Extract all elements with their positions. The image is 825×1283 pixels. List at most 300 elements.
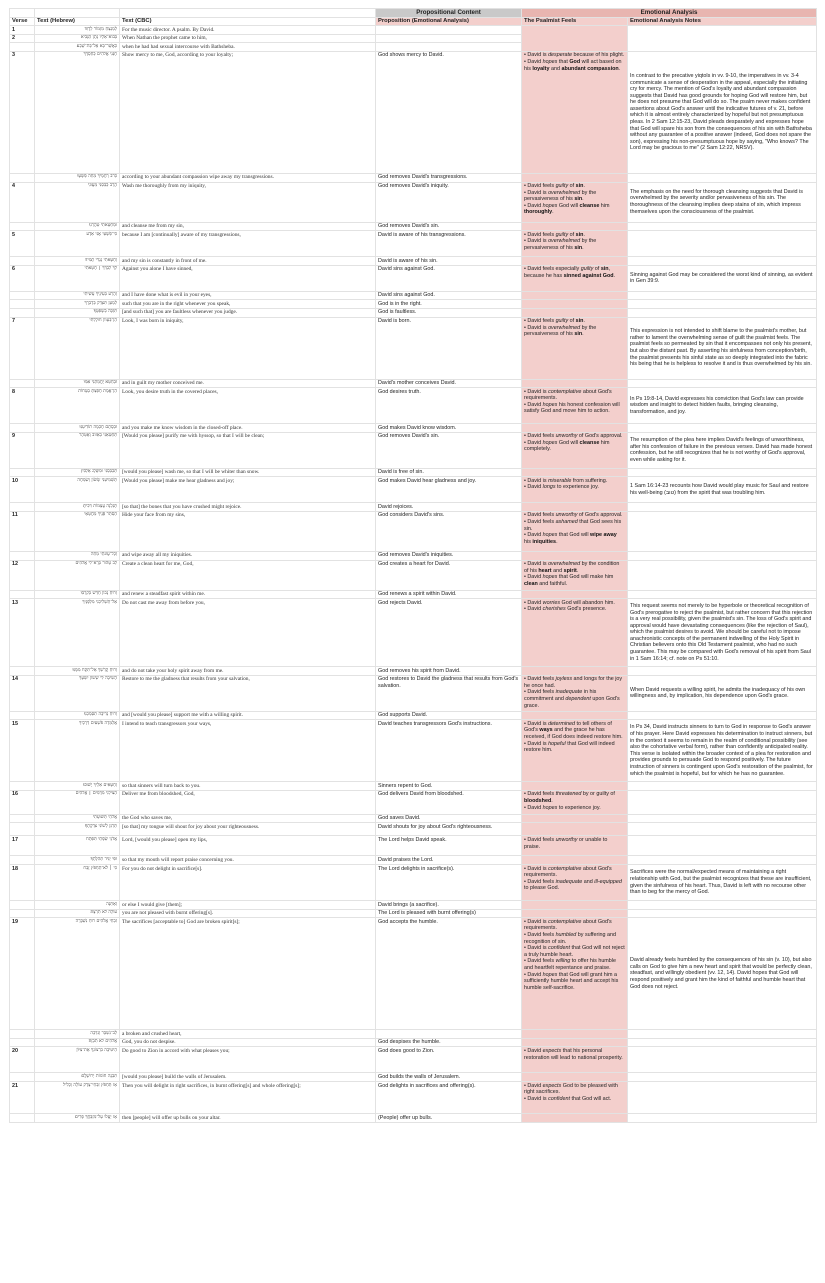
cbc-text: so that sinners will turn back to you.: [120, 782, 376, 791]
hebrew-text: חָנֵּנִי אֱלֹהִים כְּחַסְדֶּךָ: [35, 51, 120, 173]
proposition-text: David rejoices.: [376, 503, 522, 512]
cbc-text: [would you please] wash me, so that I will be whiter than snow.: [120, 468, 376, 477]
table-row: [10, 1073, 817, 1082]
psalmist-feels-cell: [522, 1114, 628, 1123]
emotional-analysis-note: [628, 551, 817, 560]
table-row: [10, 257, 817, 266]
verse-number: [10, 257, 35, 266]
table-row: [10, 388, 817, 424]
psalmist-feels-cell: • David feels especially guilty of sin, because he has sinned against God.: [522, 265, 628, 291]
emotional-analysis-note: [628, 26, 817, 52]
table-row: [10, 26, 817, 35]
table-row: [10, 173, 817, 182]
psalmist-feels-cell: [522, 173, 628, 182]
verse-number: 6: [10, 265, 35, 291]
psalmist-feels-cell: [522, 590, 628, 599]
hebrew-text: כִּי־פְשָׁעַי אֲנִי אֵדָע: [35, 231, 120, 257]
proposition-text: David is free of sin.: [376, 468, 522, 477]
verse-number: [10, 711, 35, 720]
hebrew-text: לְךָ לְבַדְּךָ ׀ חָטָאתִי: [35, 265, 120, 291]
proposition-text: [376, 43, 522, 52]
emotional-analysis-note: [628, 1038, 817, 1047]
emotional-analysis-note: [628, 1073, 817, 1082]
cbc-text: [Would you please] make me hear gladness and joy;: [120, 477, 376, 503]
verse-column-header: Verse: [10, 17, 35, 26]
psalmist-feels-cell: [522, 901, 628, 910]
hebrew-text: וּבְחֵטְא יֶחֱמַתְנִי אִמִּי׃: [35, 379, 120, 388]
emotional-analysis-note: When David requests a willing spirit, he admits the inadequacy of his own willingness and, by implication, his dependence upon God's grace.: [628, 675, 817, 711]
table-row: [10, 814, 817, 823]
proposition-text: God makes David hear gladness and joy.: [376, 477, 522, 503]
hebrew-text: וְאֶתֵּנָה: [35, 901, 120, 910]
proposition-text: [376, 1030, 522, 1039]
table-row: [10, 231, 817, 257]
proposition-text: Sinners repent to God.: [376, 782, 522, 791]
hebrew-text: תִּזְכֶּה בְשָׁפְטֶךָ׃: [35, 308, 120, 317]
hebrew-text: תַּשְׁמִיעֵנִי שָׂשׂוֹן וְשִׂמְחָה: [35, 477, 120, 503]
verse-number: [10, 823, 35, 836]
emotional-analysis-note: [628, 424, 817, 433]
table-row: [10, 432, 817, 468]
cbc-text: and wipe away all my iniquities.: [120, 551, 376, 560]
hebrew-text: וְרוּחַ קָדְשְׁךָ אַל־תִּקַּח מִמֶּנִּי׃: [35, 667, 120, 676]
proposition-text: David's mother conceives David.: [376, 379, 522, 388]
psalmist-feels-cell: • David feels joyless and longs for the joy he once had. • David feels inadequate in his commitment and dependent upon God's grace.: [522, 675, 628, 711]
emotional-analysis-note: This expression is not intended to shift blame to the psalmist's mother, but rather to lament the overwhelming sense of guilt the psalmist feels. The psalmist feels so permeated by sin that it encompasses not only his present, but also the distant past. By asserting his sinfulness from conception/birth, the psalmist presents his sinful state as so deeply integrated into the fabric his being that he is helpless to resolve it and is thus overwhelmed by his sin.: [628, 317, 817, 379]
verse-number: [10, 901, 35, 910]
psalmist-feels-cell: • David feels unworthy of God's approval. • David feels ashamed that God sees his sin. • David hopes that God will wipe away his iniquities.: [522, 511, 628, 551]
proposition-text: The Lord is pleased with burnt offering(s): [376, 909, 522, 918]
hebrew-text: תְּרַנֵּן לְשׁוֹנִי צִדְקָתֶךָ׃: [35, 823, 120, 836]
cbc-text: according to your abundant compassion wipe away my transgressions.: [120, 173, 376, 182]
proposition-text: God builds the walls of Jerusalem.: [376, 1073, 522, 1082]
table-row: [10, 291, 817, 300]
cbc-text: because I am [continually] aware of my transgressions,: [120, 231, 376, 257]
cbc-text: Do good to Zion in accord with what pleases you;: [120, 1047, 376, 1073]
psalmist-feels-cell: • David feels guilty of sin. • David is overwhelmed by the pervasiveness of his sin.: [522, 317, 628, 379]
table-row: [10, 599, 817, 667]
hebrew-text: אָז תַּחְפֹּץ זִבְחֵי־צֶדֶק עוֹלָה וְכָלִיל: [35, 1082, 120, 1114]
cbc-text: Wash me thoroughly from my iniquity,: [120, 182, 376, 222]
proposition-text: David sins against God.: [376, 291, 522, 300]
table-row: [10, 265, 817, 291]
proposition-text: God shows mercy to David.: [376, 51, 522, 173]
cbc-text: Lord, [would you please] open my lips,: [120, 836, 376, 856]
proposition-text: David sins against God.: [376, 265, 522, 291]
table-row: [10, 1082, 817, 1114]
psalmist-feels-cell: [522, 257, 628, 266]
emotional-analysis-note: [628, 291, 817, 300]
verse-number: [10, 590, 35, 599]
hebrew-text: תִּבְנֶה חוֹמוֹת יְרוּשָׁלָ͏ִם׃: [35, 1073, 120, 1082]
table-row: [10, 51, 817, 173]
emotional-analysis-note: [628, 836, 817, 856]
proposition-text: God renews a spirit within David.: [376, 590, 522, 599]
cbc-text: and cleanse me from my sin,: [120, 222, 376, 231]
emotional-analysis-note: [628, 711, 817, 720]
hebrew-text: אָז יַעֲלוּ עַל־מִזְבַּחֲךָ פָרִים׃: [35, 1114, 120, 1123]
psalmist-feels-cell: • David is contemplative about God's requirements. • David hopes his honest confession will satisfy God and move him to action.: [522, 388, 628, 424]
cbc-text: and [would you please] support me with a willing spirit.: [120, 711, 376, 720]
hebrew-text: כְּרֹב רַחֲמֶיךָ מְחֵה פְשָׁעָי׃: [35, 173, 120, 182]
empty-header-cell: [120, 9, 376, 18]
cbc-text: or else I would give [them];: [120, 901, 376, 910]
psalmist-feels-cell: • David is desperate because of his plight. • David hopes that God will act based on his loyalty and abundant compassion.: [522, 51, 628, 173]
emotional-analysis-note: [628, 909, 817, 918]
cbc-text: and renew a steadfast spirit within me.: [120, 590, 376, 599]
emotional-analysis-note: In Ps 19:8-14, David expresses his conviction that God's law can provide wisdom and insight to detect hidden faults, bringing cleansing, transformation, and joy.: [628, 388, 817, 424]
verse-number: 20: [10, 1047, 35, 1073]
psalmist-feels-cell: • David is determined to tell others of God's ways and the grace he has received, if God does indeed restore him. • David is hopeful that God will indeed restore him.: [522, 720, 628, 782]
verse-number: [10, 1030, 35, 1039]
cbc-text: you are not pleased with burnt offering[s].: [120, 909, 376, 918]
proposition-text: God removes David's iniquity.: [376, 182, 522, 222]
proposition-text: God makes David know wisdom.: [376, 424, 522, 433]
proposition-text: David shouts for joy about God's righteousness.: [376, 823, 522, 836]
hebrew-text: וּמֵחַטָּאתִי טַהֲרֵנִי׃: [35, 222, 120, 231]
cbc-text: when he had had sexual intercourse with Bathsheba.: [120, 43, 376, 52]
proposition-text: God does good to Zion.: [376, 1047, 522, 1073]
emotional-analysis-note: [628, 511, 817, 551]
emotional-analysis-note: In contrast to the precative yiqtols in vv. 9-10, the imperatives in vv. 3-4 communicate a sense of desperation in the appeal, especially the initiating cry for mercy. The mention of God's loyalty and abundant compassion suggests that David has good grounds for hoping God will restore him, but he does not presume that God will do so. The psalm never makes confident assertions about God's answer until the indicative futures of v. 21, before which it is almost entirely characterized by hopeful but not presumptuous pleas. In 2 Sam 12:15-23, David pleads desparately and expresses hope that God will spare his son from the consequences of his sin with Bathsheba without any guarantee of a positive answer (indeed, God does not spare the son), expressing his non-presumptuous hope by saying, "Who knows? The Lord may be gracious to me" (2 Sam 12:22, NRSV).: [628, 51, 817, 173]
proposition-text: God removes his spirit from David.: [376, 667, 522, 676]
hebrew-text: אֱלֹהֵי תְּשׁוּעָתִי: [35, 814, 120, 823]
cbc-text: The sacrifices [acceptable to] God are broken spirit[s];: [120, 918, 376, 1030]
verse-number: [10, 291, 35, 300]
verse-number: 14: [10, 675, 35, 711]
psalmist-feels-cell: [522, 291, 628, 300]
proposition-text: God removes David's iniquities.: [376, 551, 522, 560]
psalmist-feels-cell: • David expects that his personal restoration will lead to national prosperity.: [522, 1047, 628, 1073]
cbc-text: and do not take your holy spirit away from me.: [120, 667, 376, 676]
hebrew-text: לֵב טָהוֹר בְּרָא־לִי אֱלֹהִים: [35, 560, 120, 590]
hebrew-text: כַּאֲשֶׁר־בָּא אֶל־בַּת־שָׁבַע׃: [35, 43, 120, 52]
cbc-text: Do not cast me away from before you,: [120, 599, 376, 667]
psalmist-feels-cell: [522, 468, 628, 477]
emotional-analysis-note: [628, 231, 817, 257]
psalmist-feels-column-header: The Psalmist Feels: [522, 17, 628, 26]
psalmist-feels-cell: [522, 1038, 628, 1047]
cbc-text: a broken and crushed heart,: [120, 1030, 376, 1039]
emotional-analysis-note: [628, 1047, 817, 1073]
cbc-text: I intend to teach transgressors your ways,: [120, 720, 376, 782]
table-row: [10, 511, 817, 551]
verse-number: 8: [10, 388, 35, 424]
emotional-analysis-note: [628, 1082, 817, 1114]
table-row: [10, 711, 817, 720]
verse-number: [10, 308, 35, 317]
verse-number: [10, 856, 35, 865]
table-row: [10, 308, 817, 317]
psalmist-feels-cell: [522, 222, 628, 231]
emotional-analysis-note: David already feels humbled by the consequences of his sin (v. 10), but also calls on God to give him a new heart and spirit that would be perfectly clean, steadfast, and willingly obedient (vv. 12, 14). David hopes that God will respond positively and grant him the kind of faithful and humble heart that God does not reject.: [628, 918, 817, 1030]
psalmist-feels-cell: [522, 856, 628, 865]
cbc-text: Look, you desire truth in the covered places,: [120, 388, 376, 424]
table-row: [10, 720, 817, 782]
hebrew-text: הֵיטִיבָה בִרְצוֹנְךָ אֶת־צִיּוֹן: [35, 1047, 120, 1073]
cbc-text: [and such that] you are faultless whenever you judge.: [120, 308, 376, 317]
cbc-text: [would you please] build the walls of Jerusalem.: [120, 1073, 376, 1082]
emotional-analysis-note: [628, 901, 817, 910]
psalmist-feels-cell: [522, 823, 628, 836]
psalmist-feels-cell: • David feels threatened by or guilty of bloodshed. • David hopes to experience joy.: [522, 790, 628, 814]
table-row: [10, 790, 817, 814]
proposition-text: God removes David's sin.: [376, 432, 522, 468]
table-row: [10, 836, 817, 856]
table-row: [10, 909, 817, 918]
propositional-content-header: Propositional Content: [376, 9, 522, 18]
psalmist-feels-cell: [522, 300, 628, 309]
hebrew-text: לַמְנַצֵּחַ מִזְמוֹר לְדָוִד׃: [35, 26, 120, 35]
hebrew-text: וְחַטָּאתִי נֶגְדִּי תָמִיד׃: [35, 257, 120, 266]
emotional-analysis-note: [628, 560, 817, 590]
table-row: [10, 468, 817, 477]
table-row: [10, 477, 817, 503]
hebrew-text: בְּבוֹא־אֵלָיו נָתָן הַנָּבִיא: [35, 34, 120, 43]
verse-number: 19: [10, 918, 35, 1030]
verse-number: 21: [10, 1082, 35, 1114]
table-row: [10, 424, 817, 433]
table-row: [10, 918, 817, 1030]
column-header-row: [10, 17, 817, 26]
proposition-text: David brings (a sacrifice).: [376, 901, 522, 910]
proposition-text: The Lord delights in sacrifice(s).: [376, 865, 522, 901]
psalm-analysis-table: [9, 8, 817, 1123]
table-row: [10, 1038, 817, 1047]
hebrew-text: אֱלֹהִים לֹא תִבְזֶה׃: [35, 1038, 120, 1047]
hebrew-text: הֵן־בְּעָווֹן חוֹלָלְתִּי: [35, 317, 120, 379]
table-row: [10, 300, 817, 309]
verse-number: 15: [10, 720, 35, 782]
verse-number: 5: [10, 231, 35, 257]
psalmist-feels-cell: • David feels unworthy of God's approval. • David hopes God will cleanse him completely.: [522, 432, 628, 468]
psalmist-feels-cell: • David feels unworthy or unable to praise.: [522, 836, 628, 856]
table-row: [10, 782, 817, 791]
table-row: [10, 182, 817, 222]
emotional-analysis-note: The resumption of the plea here implies David's feelings of unworthiness, after his confession of failure in the previous verses. David has made honest confession, but he still recognizes that he is not worthy of God's approval, even while asking for it.: [628, 432, 817, 468]
verse-number: 11: [10, 511, 35, 551]
empty-header-cell: [35, 9, 120, 18]
proposition-text: David is aware of his transgressions.: [376, 231, 522, 257]
hebrew-text: וְחַטָּאִים אֵלֶיךָ יָשׁוּבוּ׃: [35, 782, 120, 791]
cbc-text: then [people] will offer up bulls on your altar.: [120, 1114, 376, 1123]
emotional-analysis-note: [628, 1114, 817, 1123]
cbc-text: and you make me know wisdom in the closed-off place.: [120, 424, 376, 433]
emotional-analysis-note: [628, 814, 817, 823]
hebrew-text: לֵב־נִשְׁבָּר וְנִדְכֶּה: [35, 1030, 120, 1039]
table-row: [10, 667, 817, 676]
proposition-text: God is faultless.: [376, 308, 522, 317]
emotional-analysis-note: [628, 173, 817, 182]
table-row: [10, 823, 817, 836]
emotional-analysis-note: Sacrifices were the normal/expected means of maintaining a right relationship with God, but the psalmist recognizes that these are insufficient, given the sinfulness of his heart. Thus, David is left with no recourse other than to beg for the mercy of God.: [628, 865, 817, 901]
cbc-text: [so that] the bones that you have crushed might rejoice.: [120, 503, 376, 512]
proposition-text: God delivers David from bloodshed.: [376, 790, 522, 814]
verse-number: 1: [10, 26, 35, 35]
group-header-row: [10, 9, 817, 18]
psalmist-feels-cell: [522, 711, 628, 720]
verse-number: [10, 424, 35, 433]
proposition-text: David is born.: [376, 317, 522, 379]
proposition-text: God removes David's sin.: [376, 222, 522, 231]
cbc-text: Look, I was born in iniquity,: [120, 317, 376, 379]
psalmist-feels-cell: • David feels guilty of sin. • David is overwhelmed by the pervasiveness of his sin.: [522, 231, 628, 257]
psalmist-feels-cell: • David is contemplative about God's requirements. • David feels humbled by suffering and recognition of sin. • David is confident that God will not reject a truly humble heart. • David feels willing to offer his humble and heartfelt repentance and praise. • David hopes that God will grant him a sufficiently humble heart and accept his humble self-sacrifice.: [522, 918, 628, 1030]
table-row: [10, 317, 817, 379]
psalmist-feels-cell: [522, 424, 628, 433]
cbc-text: the God who saves me,: [120, 814, 376, 823]
cbc-text: When Nathan the prophet came to him,: [120, 34, 376, 43]
cbc-text: For the music director. A psalm. By David.: [120, 26, 376, 35]
emotional-analysis-note: [628, 300, 817, 309]
proposition-text: The Lord helps David speak.: [376, 836, 522, 856]
hebrew-text: הַצִּילֵנִי מִדָּמִים ׀ אֱלֹהִים: [35, 790, 120, 814]
psalmist-feels-cell: [522, 814, 628, 823]
table-row: [10, 675, 817, 711]
proposition-text: God supports David.: [376, 711, 522, 720]
table-row: [10, 590, 817, 599]
verse-number: 17: [10, 836, 35, 856]
cbc-text: and I have done what is evil in your eyes,: [120, 291, 376, 300]
table-row: [10, 856, 817, 865]
emotional-analysis-note: [628, 782, 817, 791]
proposition-text: God saves David.: [376, 814, 522, 823]
proposition-text: God rejects David.: [376, 599, 522, 667]
psalmist-feels-cell: [522, 667, 628, 676]
emotional-analysis-note: [628, 468, 817, 477]
emotional-analysis-note: [628, 667, 817, 676]
proposition-text: God removes David's transgressions.: [376, 173, 522, 182]
psalmist-feels-cell: [522, 909, 628, 918]
verse-number: 9: [10, 432, 35, 468]
psalmist-feels-cell: [522, 503, 628, 512]
proposition-text: God restores to David the gladness that results from God's salvation.: [376, 675, 522, 711]
proposition-text: David is aware of his sin.: [376, 257, 522, 266]
hebrew-text: וְהָרַע בְּעֵינֶיךָ עָשִׂיתִי: [35, 291, 120, 300]
verse-number: [10, 909, 35, 918]
emotional-analysis-note: [628, 590, 817, 599]
verse-number: 7: [10, 317, 35, 379]
verse-number: 12: [10, 560, 35, 590]
proposition-text: David teaches transgressors God's instructions.: [376, 720, 522, 782]
proposition-text: God desires truth.: [376, 388, 522, 424]
proposition-text: (People) offer up bulls.: [376, 1114, 522, 1123]
notes-column-header: Emotional Analysis Notes: [628, 17, 817, 26]
verse-number: [10, 1114, 35, 1123]
emotional-analysis-note: [628, 308, 817, 317]
emotional-analysis-note: [628, 257, 817, 266]
verse-number: [10, 300, 35, 309]
table-row: [10, 503, 817, 512]
hebrew-text: הַסְתֵּר פָּנֶיךָ מֵחֲטָאָי: [35, 511, 120, 551]
verse-number: [10, 222, 35, 231]
hebrew-text: תְּכַבְּסֵנִי וּמִשֶּׁלֶג אַלְבִּין׃: [35, 468, 120, 477]
table-row: [10, 551, 817, 560]
emotional-analysis-note: In Ps 34, David instructs sinners to turn to God in response to God's answer of his prayer. Here David expresses his determination to instruct sinners, but in the context it seems to remain in the realm of conditional possibility (see also the cohortative verbal form), rather than confidently anticipated reality. This verse is isolated within the broader context of a plea for restoration and provides grounds to persuade God to respond positively. The future instruction of sinners is contingent upon God's restoration of the psalmist, for which the psalmist is hopeful, but for which he has no guarantee.: [628, 720, 817, 782]
cbc-text: Against you alone I have sinned,: [120, 265, 376, 291]
hebrew-text: אֲדֹנָי שְׂפָתַי תִּפְתָּח: [35, 836, 120, 856]
cbc-text: God, you do not despise.: [120, 1038, 376, 1047]
verse-number: [10, 379, 35, 388]
hebrew-text: הֵן־אֱמֶת חָפַצְתָּ בַטֻּחוֹת: [35, 388, 120, 424]
proposition-text: [376, 26, 522, 35]
table-row: [10, 560, 817, 590]
cbc-text: and my sin is constantly in front of me.: [120, 257, 376, 266]
psalmist-feels-cell: • David is miserable from suffering. • David longs to experience joy.: [522, 477, 628, 503]
hebrew-text: כִּי ׀ לֹא־תַחְפֹּץ זֶבַח: [35, 865, 120, 901]
cbc-text: Restore to me the gladness that results from your salvation,: [120, 675, 376, 711]
hebrew-text: אַל־תַּשְׁלִיכֵנִי מִלְּפָנֶיךָ: [35, 599, 120, 667]
proposition-text: God is in the right.: [376, 300, 522, 309]
verse-number: 4: [10, 182, 35, 222]
table-row: [10, 379, 817, 388]
hebrew-text: וְכָל־עֲוֹנֹתַי מְחֵה: [35, 551, 120, 560]
verse-number: [10, 667, 35, 676]
emotional-analysis-note: [628, 856, 817, 865]
hebrew-text: תָּגֵלְנָה עֲצָמוֹת דִּכִּיתָ׃: [35, 503, 120, 512]
verse-number: [10, 814, 35, 823]
psalmist-feels-cell: [522, 551, 628, 560]
psalmist-feels-cell: [522, 379, 628, 388]
hebrew-text: וְרוּחַ נָכוֹן חַדֵּשׁ בְּקִרְבִּי׃: [35, 590, 120, 599]
proposition-text: God considers David's sins.: [376, 511, 522, 551]
emotional-analysis-header: Emotional Analysis: [522, 9, 817, 18]
psalmist-feels-cell: • David is overwhelmed by the condition of his heart and spirit. • David hopes that God will make him clean and faithful.: [522, 560, 628, 590]
hebrew-text: וּבְסָתֻם חָכְמָה תוֹדִיעֵנִי׃: [35, 424, 120, 433]
table-row: [10, 901, 817, 910]
psalmist-feels-cell: [522, 1030, 628, 1039]
emotional-analysis-note: [628, 1030, 817, 1039]
proposition-text: God despises the humble.: [376, 1038, 522, 1047]
psalmist-feels-cell: • David worries God will abandon him. • David cherishes God's presence.: [522, 599, 628, 667]
emotional-analysis-note: [628, 222, 817, 231]
psalmist-feels-cell: • David expects God to be pleased with right sacrifices. • David is confident that God will act.: [522, 1082, 628, 1114]
proposition-text: God creates a heart for David.: [376, 560, 522, 590]
verse-number: [10, 503, 35, 512]
hebrew-text: אֲלַמְּדָה פֹשְׁעִים דְּרָכֶיךָ: [35, 720, 120, 782]
cbc-text: [so that] my tongue will shout for joy about your righteousness.: [120, 823, 376, 836]
cbc-text: [Would you please] purify me with hyssop, so that I will be clean;: [120, 432, 376, 468]
hebrew-text: וְרוּחַ נְדִיבָה תִסְמְכֵנִי׃: [35, 711, 120, 720]
cbc-text: For you do not delight in sacrifice[s].: [120, 865, 376, 901]
hebrew-text: וּפִי יַגִּיד תְּהִלָּתֶךָ׃: [35, 856, 120, 865]
cbc-text: Hide your face from my sins,: [120, 511, 376, 551]
psalmist-feels-cell: [522, 26, 628, 52]
empty-header-cell: [10, 9, 35, 18]
emotional-analysis-note: [628, 790, 817, 814]
proposition-text: God delights in sacrifices and offering(s).: [376, 1082, 522, 1114]
emotional-analysis-note: The emphasis on the need for thorough cleansing suggests that David is overwhelmed by the severity and/or pervasiveness of his sin. The thoroughness of the cleansing implies deep stains of sin, which impress themselves upon the consciousness of the psalmist.: [628, 182, 817, 222]
psalmist-feels-cell: [522, 782, 628, 791]
verse-number: 10: [10, 477, 35, 503]
table-row: [10, 1047, 817, 1073]
hebrew-text: הֶרֶב כַּבְּסֵנִי מֵעֲוֹנִי: [35, 182, 120, 222]
verse-number: [10, 173, 35, 182]
emotional-analysis-note: This request seems not merely to be hyperbole or theoretical recognition of God's prerogative to reject the psalmist, but rather concern that this rejection is a very real possibility, given the psalmist's sin. The loss of God's spirit and approval would have devastating consequences (like the rejection of Saul), which the psalmist desires to avoid. We should be careful not to impose anachronistic concepts of the permanent indwelling of the Holy Spirit in Christian believers onto this Old Testament psalmist, who had no such guarantee. This may be compared with God's removal of his spirit from Saul in 1 Sam 16:14; cf. note on Ps 51:10.: [628, 599, 817, 667]
table-row: [10, 222, 817, 231]
emotional-analysis-note: [628, 823, 817, 836]
emotional-analysis-note: 1 Sam 16:14-23 recounts how David would play music for Saul and restore his well-being (טוב) from the spirit that was troubling him.: [628, 477, 817, 503]
emotional-analysis-note: [628, 503, 817, 512]
proposition-text: God accepts the humble.: [376, 918, 522, 1030]
emotional-analysis-note: [628, 379, 817, 388]
cbc-text: and in guilt my mother conceived me.: [120, 379, 376, 388]
cbc-text: Show mercy to me, God, according to your loyalty;: [120, 51, 376, 173]
verse-number: [10, 1073, 35, 1082]
hebrew-text: לְמַעַן תִּצְדַּק בְּדָבְרֶךָ: [35, 300, 120, 309]
table-row: [10, 1114, 817, 1123]
proposition-column-header: Proposition (Emotional Analysis): [376, 17, 522, 26]
